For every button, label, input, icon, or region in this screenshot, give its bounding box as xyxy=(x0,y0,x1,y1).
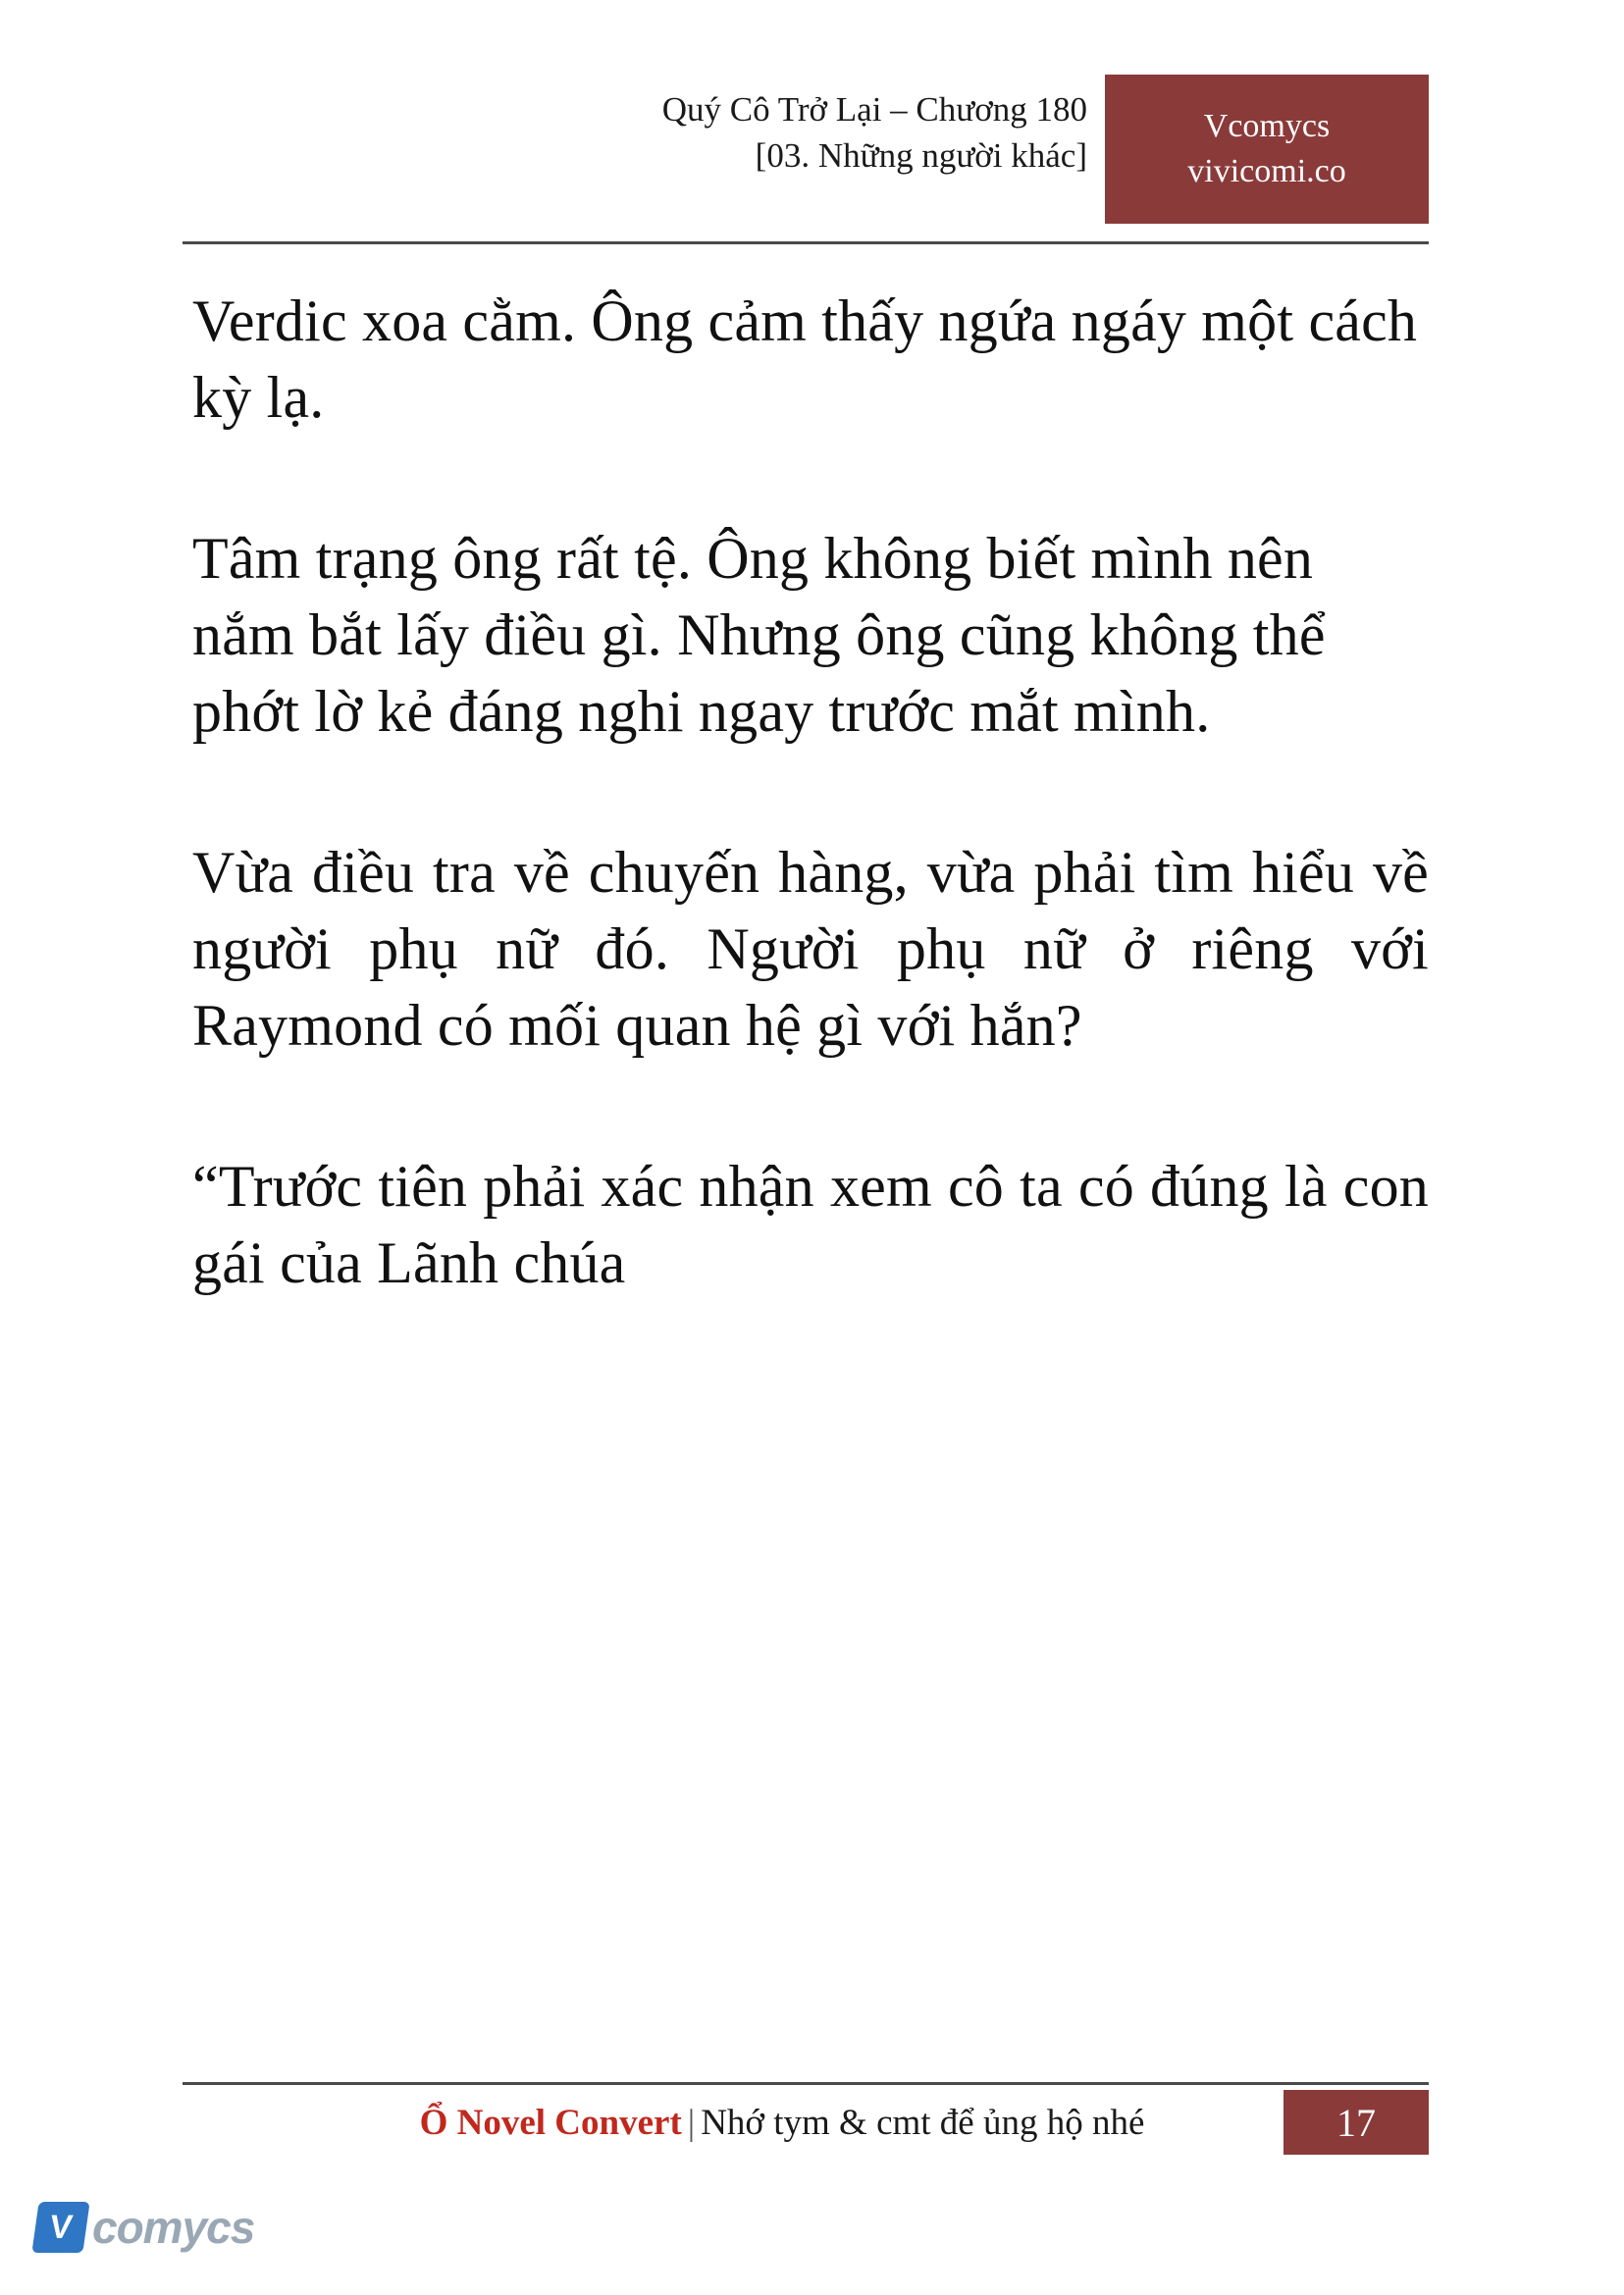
footer-credit xyxy=(183,2102,1283,2144)
watermark-text: comycs xyxy=(92,2202,255,2253)
paragraph: Vừa điều tra về chuyến hàng, vừa phải tìm hiểu về người phụ nữ đó. Người phụ nữ ở riêng với Raymond có mối quan hệ gì với hắn? xyxy=(192,840,1429,1058)
site-badge xyxy=(1105,75,1429,224)
footer-brand: Ổ Novel Convert xyxy=(419,2102,682,2143)
chapter-subtitle: [03. Những người khác] xyxy=(755,136,1087,176)
paragraph: Verdic xoa cằm. Ông cảm thấy ngứa ngáy một cách kỳ lạ. xyxy=(192,288,1418,430)
footer-separator: | xyxy=(687,2102,696,2143)
chapter-title: Quý Cô Trở Lại – Chương 180 xyxy=(661,90,1087,129)
page-number-badge: 17 xyxy=(1283,2090,1429,2155)
page-footer xyxy=(183,2090,1429,2155)
site-badge-url: vivicomi.co xyxy=(1187,153,1346,189)
page-content xyxy=(192,283,1429,1385)
paragraph: “Trước tiên phải xác nhận xem cô ta có đúng là con gái của Lãnh chúa xyxy=(192,1154,1429,1295)
watermark-mark-icon: V xyxy=(31,2202,89,2253)
page-header xyxy=(183,86,1429,235)
header-divider xyxy=(183,241,1429,244)
vcomycs-watermark-logo xyxy=(35,2188,271,2267)
footer-note: Nhớ tym & cmt để ủng hộ nhé xyxy=(701,2102,1145,2143)
paragraph: Tâm trạng ông rất tệ. Ông không biết mình nên nắm bắt lấy điều gì. Nhưng ông cũng không thể phớt lờ kẻ đáng nghi ngay trước mắt mình. xyxy=(192,526,1326,744)
footer-divider xyxy=(183,2082,1429,2085)
header-title-block xyxy=(183,86,1105,180)
site-badge-name: Vcomycs xyxy=(1203,108,1331,145)
